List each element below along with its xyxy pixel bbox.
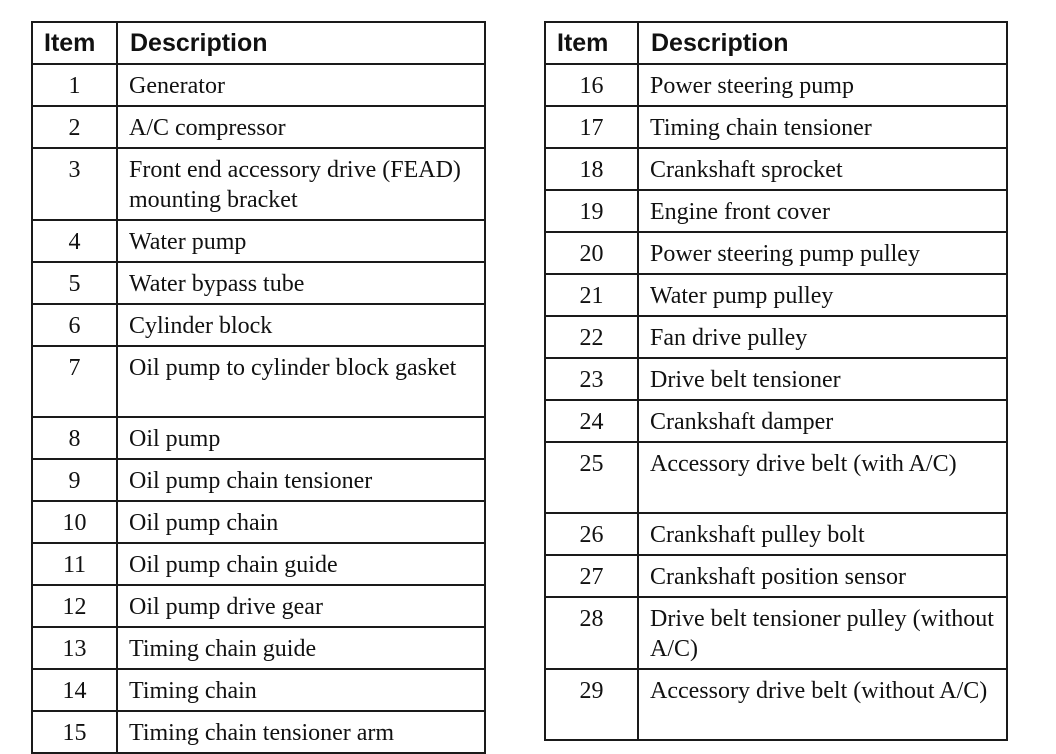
item-description: Oil pump to cylinder block gasket [117, 346, 485, 417]
item-number: 2 [32, 106, 117, 148]
table-row [32, 148, 485, 220]
item-number: 24 [545, 400, 638, 442]
item-description: Oil pump [117, 417, 485, 459]
header-row [545, 22, 1007, 64]
item-number: 12 [32, 585, 117, 627]
item-column-header: Item [545, 22, 638, 64]
item-description: Oil pump chain [117, 501, 485, 543]
table-row [32, 501, 485, 543]
item-number: 3 [32, 148, 117, 220]
item-number: 7 [32, 346, 117, 417]
table-row [32, 417, 485, 459]
item-description: Water pump [117, 220, 485, 262]
item-description: Timing chain [117, 669, 485, 711]
item-description: Water pump pulley [638, 274, 1007, 316]
item-number: 10 [32, 501, 117, 543]
item-description: Engine front cover [638, 190, 1007, 232]
item-description: Timing chain tensioner arm [117, 711, 485, 753]
item-description: Front end accessory drive (FEAD) mounting bracket [117, 148, 485, 220]
item-number: 6 [32, 304, 117, 346]
item-description: Oil pump chain guide [117, 543, 485, 585]
table-row [545, 190, 1007, 232]
item-number: 8 [32, 417, 117, 459]
item-number: 19 [545, 190, 638, 232]
item-number: 18 [545, 148, 638, 190]
parts-rows-right [545, 64, 1007, 740]
item-number: 9 [32, 459, 117, 501]
table-row [545, 442, 1007, 513]
table-row [32, 543, 485, 585]
item-description: Power steering pump pulley [638, 232, 1007, 274]
header-row [32, 22, 485, 64]
item-description: Accessory drive belt (with A/C) [638, 442, 1007, 513]
item-number: 1 [32, 64, 117, 106]
item-number: 16 [545, 64, 638, 106]
table-row [32, 346, 485, 417]
table-row [32, 64, 485, 106]
item-description: Crankshaft damper [638, 400, 1007, 442]
item-number: 23 [545, 358, 638, 400]
table-row [32, 106, 485, 148]
table-row [545, 232, 1007, 274]
table-row [32, 262, 485, 304]
table-row [545, 513, 1007, 555]
item-description: Drive belt tensioner pulley (without A/C) [638, 597, 1007, 669]
item-description: Crankshaft position sensor [638, 555, 1007, 597]
item-number: 11 [32, 543, 117, 585]
table-row [545, 669, 1007, 740]
table-row [32, 304, 485, 346]
item-number: 25 [545, 442, 638, 513]
item-number: 20 [545, 232, 638, 274]
table-row [32, 585, 485, 627]
item-description: A/C compressor [117, 106, 485, 148]
item-number: 26 [545, 513, 638, 555]
item-number: 4 [32, 220, 117, 262]
table-row [545, 148, 1007, 190]
item-description: Power steering pump [638, 64, 1007, 106]
table-row [545, 400, 1007, 442]
item-description: Cylinder block [117, 304, 485, 346]
item-column-header: Item [32, 22, 117, 64]
table-row [32, 669, 485, 711]
item-description: Crankshaft pulley bolt [638, 513, 1007, 555]
item-description: Water bypass tube [117, 262, 485, 304]
item-number: 15 [32, 711, 117, 753]
table-row [32, 220, 485, 262]
table-row [545, 64, 1007, 106]
item-description: Fan drive pulley [638, 316, 1007, 358]
item-number: 29 [545, 669, 638, 740]
item-description: Generator [117, 64, 485, 106]
parts-table-right [544, 21, 1008, 741]
table-row [545, 106, 1007, 148]
item-number: 13 [32, 627, 117, 669]
table-row [545, 597, 1007, 669]
item-description: Crankshaft sprocket [638, 148, 1007, 190]
item-number: 21 [545, 274, 638, 316]
table-row [545, 358, 1007, 400]
item-number: 27 [545, 555, 638, 597]
table-row [545, 555, 1007, 597]
table-row [545, 274, 1007, 316]
item-description: Timing chain guide [117, 627, 485, 669]
item-description: Oil pump drive gear [117, 585, 485, 627]
item-number: 14 [32, 669, 117, 711]
description-column-header: Description [117, 22, 485, 64]
table-row [32, 459, 485, 501]
table-row [545, 316, 1007, 358]
description-column-header: Description [638, 22, 1007, 64]
item-description: Oil pump chain tensioner [117, 459, 485, 501]
item-number: 28 [545, 597, 638, 669]
parts-table-left [31, 21, 486, 754]
table-row [32, 627, 485, 669]
item-description: Timing chain tensioner [638, 106, 1007, 148]
item-description: Drive belt tensioner [638, 358, 1007, 400]
item-number: 17 [545, 106, 638, 148]
item-description: Accessory drive belt (without A/C) [638, 669, 1007, 740]
table-row [32, 711, 485, 753]
item-number: 5 [32, 262, 117, 304]
item-number: 22 [545, 316, 638, 358]
parts-rows-left [32, 64, 485, 753]
